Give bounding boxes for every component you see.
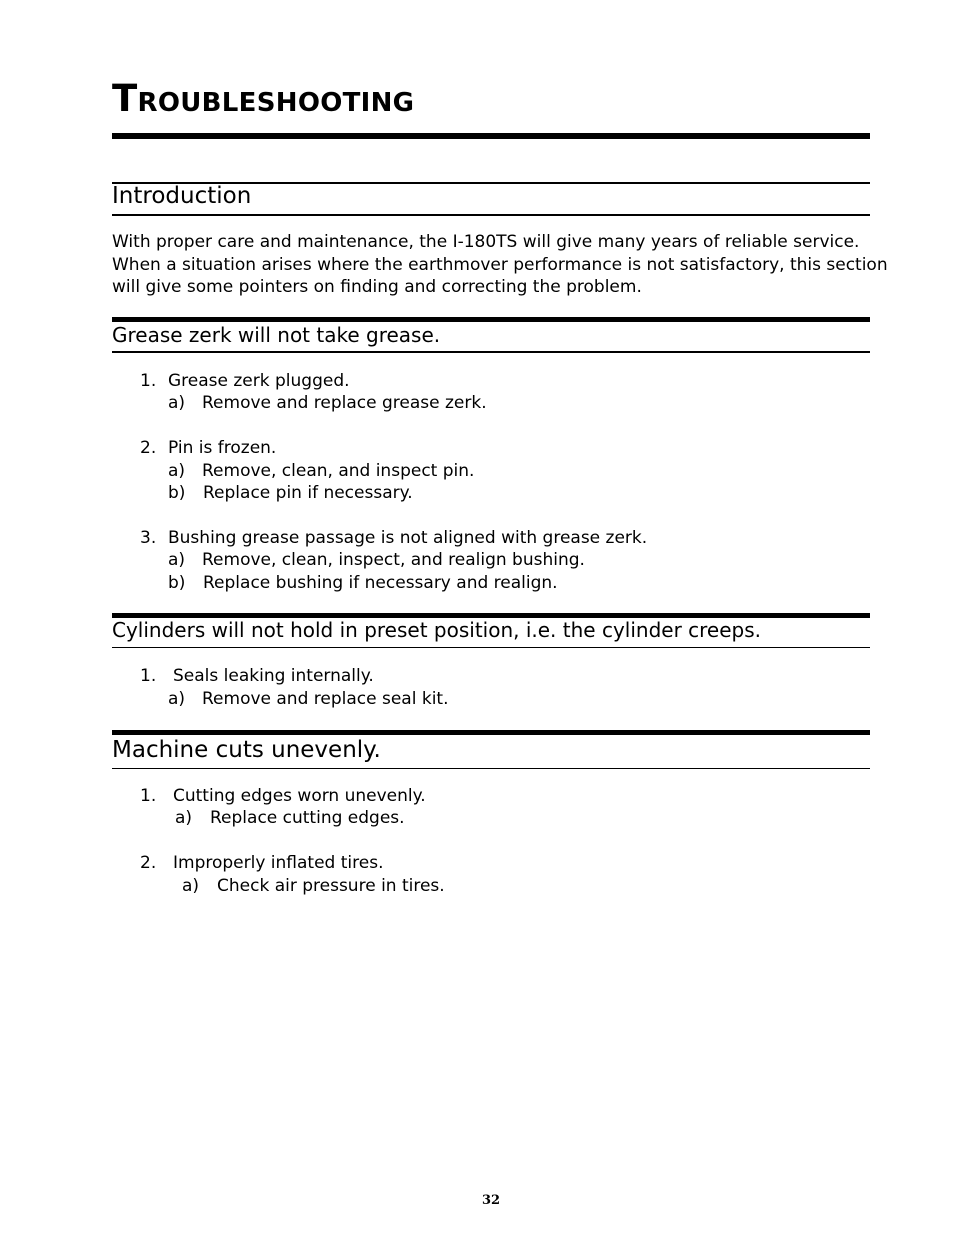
page-title: TROUBLESHOOTING	[112, 77, 415, 120]
intro-line: will give some pointers on finding and correcting the problem.	[112, 277, 642, 297]
section-heading-machine-cuts: Machine cuts unevenly.	[112, 737, 381, 763]
title-rule	[112, 133, 870, 139]
intro-bottom-rule	[112, 214, 870, 216]
section-bottom-rule	[112, 351, 870, 353]
section-heading-cylinders: Cylinders will not hold in preset position, i.e. the cylinder creeps.	[112, 618, 762, 642]
section-bottom-rule	[112, 647, 870, 648]
section-top-rule	[112, 317, 870, 322]
intro-heading: Introduction	[112, 183, 252, 209]
page-number: 32	[481, 1193, 501, 1208]
section-heading-grease-zerk: Grease zerk will not take grease.	[112, 323, 441, 347]
page-content: TROUBLESHOOTING Introduction With proper care and maintenance, the I-180TS will give many years of reliable service. When a situation arises where the earthmover performance is not satisfactory, this section will give some pointers on finding and correcting the problem. Grease zerk will not take grease. 1. Grease zerk plugged. a) Remove and replace grease zerk. 2. Pin is frozen. a) Remove, clean, and inspect pin. b) Replace pin if necessary. 3. Bushing grease passage is not aligned with grease zerk. a) Remove, clean, inspect, and realign bushing. b) Replace bushing if necessary and realign. Cylinders will not hold in preset position, i.e. the cylinder creeps. 1. Seals leaking internally. a) Remove and replace seal kit. Machine cuts unevenly. 1. Cutting edges worn unevenly. a) Replace cutting edges. 2. Improperly inflated tires. a) Check air pressure in tires. 32	[112, 77, 888, 1208]
section-bottom-rule	[112, 768, 870, 769]
intro-paragraph	[112, 231, 888, 299]
intro-line: When a situation arises where the earthmover performance is not satisfactory, this section	[112, 254, 888, 275]
intro-line: With proper care and maintenance, the I-180TS will give many years of reliable service.	[112, 232, 860, 252]
section-top-rule	[112, 730, 870, 735]
